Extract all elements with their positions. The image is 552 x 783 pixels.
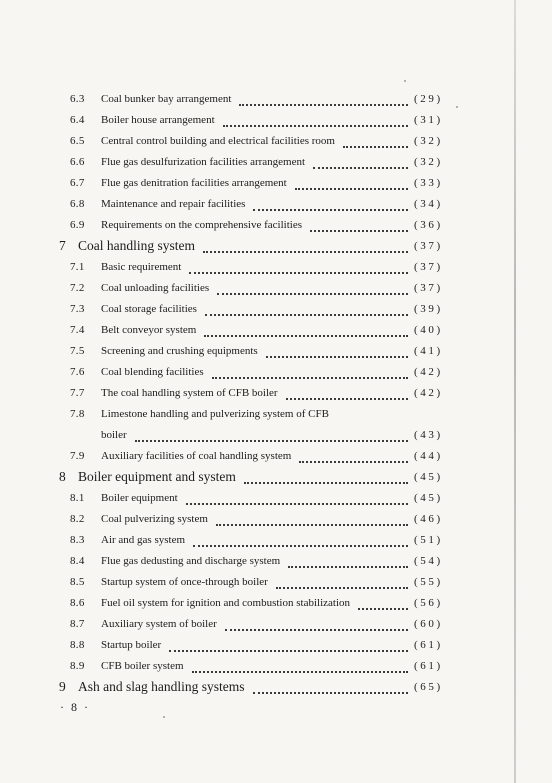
toc-entry-number: 8.8 [70, 639, 85, 651]
toc-entry-number: 7.9 [70, 450, 85, 462]
dot-leader [212, 367, 408, 379]
toc-section-entry[interactable] [0, 552, 552, 570]
toc-section-entry[interactable] [0, 489, 552, 507]
toc-section-entry[interactable] [0, 321, 552, 339]
dot-leader [253, 682, 408, 694]
dot-leader [169, 640, 408, 652]
toc-section-entry[interactable] [0, 531, 552, 549]
toc-entry-page: (51) [414, 534, 443, 546]
toc-entry-number: 6.9 [70, 219, 85, 231]
toc-entry-title: Startup boiler [101, 639, 162, 651]
toc-entry-title: Requirements on the comprehensive facilities [101, 219, 302, 231]
toc-entry-page: (55) [414, 576, 443, 588]
toc-entry-page: (43) [414, 429, 443, 441]
toc-section-entry[interactable] [0, 384, 552, 402]
toc-section-entry[interactable] [0, 657, 552, 675]
toc-entry-page: (42) [414, 387, 443, 399]
dot-leader [225, 619, 408, 631]
toc-entry-number: 7.6 [70, 366, 85, 378]
dot-leader [239, 94, 408, 106]
toc-entry-title: Coal blending facilities [101, 366, 204, 378]
toc-entry-title: CFB boiler system [101, 660, 184, 672]
toc-entry-number: 6.3 [70, 93, 85, 105]
toc-entry-number: 8.5 [70, 576, 85, 588]
toc-entry-number: 8.4 [70, 555, 85, 567]
toc-entry-page: (37) [414, 261, 443, 273]
toc-entry-page: (45) [414, 471, 443, 483]
dot-leader [204, 325, 408, 337]
toc-entry-title: boiler [101, 429, 127, 441]
toc-chapter-entry[interactable] [0, 468, 552, 486]
toc-entry-number: 9 [59, 679, 67, 694]
toc-entry-title: Flue gas denitration facilities arrangement [101, 177, 287, 189]
toc-section-entry[interactable] [0, 363, 552, 381]
toc-entry-page: (65) [414, 681, 443, 693]
toc-section-entry[interactable] [0, 90, 552, 108]
dot-leader [135, 430, 408, 442]
toc-entry-page: (32) [414, 156, 443, 168]
toc-entry-number: 7 [59, 238, 67, 253]
toc-entry-number: 7.3 [70, 303, 85, 315]
toc-entry-number: 8 [59, 469, 67, 484]
dot-leader [223, 115, 408, 127]
toc-section-entry[interactable] [0, 447, 552, 465]
toc-entry-number: 7.1 [70, 261, 85, 273]
toc-entry-title: Startup system of once-through boiler [101, 576, 268, 588]
toc-entry-title: Auxiliary system of boiler [101, 618, 217, 630]
toc-entry-title: Coal storage facilities [101, 303, 197, 315]
dot-leader [286, 388, 408, 400]
dot-leader [358, 598, 408, 610]
toc-entry-title: Maintenance and repair facilities [101, 198, 246, 210]
toc-section-entry[interactable] [0, 405, 552, 423]
toc-entry-number: 8.7 [70, 618, 85, 630]
toc-chapter-entry[interactable] [0, 237, 552, 255]
toc-entry-number: 8.9 [70, 660, 85, 672]
dot-leader [266, 346, 408, 358]
toc-entry-page: (45) [414, 492, 443, 504]
toc-entry-number: 7.5 [70, 345, 85, 357]
toc-entry-number: 7.4 [70, 324, 85, 336]
toc-entry-page: (60) [414, 618, 443, 630]
dot-leader [186, 493, 408, 505]
dot-leader [193, 535, 408, 547]
toc-entry-page: (42) [414, 366, 443, 378]
toc-entry-title: Central control building and electrical facilities room [101, 135, 335, 147]
toc-entry-page: (56) [414, 597, 443, 609]
toc-section-entry[interactable] [0, 573, 552, 591]
toc-entry-page: (39) [414, 303, 443, 315]
toc-section-entry[interactable] [0, 258, 552, 276]
toc-entry-number: 8.2 [70, 513, 85, 525]
toc-entry-page: (33) [414, 177, 443, 189]
toc-entry-page: (29) [414, 93, 443, 105]
toc-entry-title: Flue gas dedusting and discharge system [101, 555, 281, 567]
toc-entry-title: Basic requirement [101, 261, 182, 273]
toc-entry-page: (37) [414, 282, 443, 294]
toc-entry-page: (40) [414, 324, 443, 336]
toc-entry-number: 7.7 [70, 387, 85, 399]
toc-entry-title: Coal unloading facilities [101, 282, 210, 294]
toc-entry-number: 6.4 [70, 114, 85, 126]
toc-section-entry[interactable] [0, 153, 552, 171]
dot-leader [189, 262, 408, 274]
toc-section-entry[interactable] [0, 195, 552, 213]
toc-entry-page: (31) [414, 114, 443, 126]
dot-leader [217, 283, 408, 295]
toc-entry-number: 6.5 [70, 135, 85, 147]
toc-entry-page: (54) [414, 555, 443, 567]
toc-entry-page: (41) [414, 345, 443, 357]
dot-leader [310, 220, 408, 232]
dot-leader [276, 577, 408, 589]
dot-leader [244, 472, 408, 484]
dot-leader [216, 514, 408, 526]
toc-section-entry[interactable] [0, 279, 552, 297]
toc-entry-title: Air and gas system [101, 534, 186, 546]
toc-entry-page: (37) [414, 240, 443, 252]
toc-section-entry[interactable] [0, 510, 552, 528]
toc-entry-title: The coal handling system of CFB boiler [101, 387, 278, 399]
dot-leader [192, 661, 408, 673]
toc-entry-title: Ash and slag handling systems [78, 679, 245, 694]
toc-entry-title: Fuel oil system for ignition and combustion stabilization [101, 597, 351, 609]
toc-section-entry[interactable] [0, 111, 552, 129]
toc-entry-number: 6.6 [70, 156, 85, 168]
toc-entry-title: Limestone handling and pulverizing system of CFB [101, 408, 329, 420]
toc-entry-page: (46) [414, 513, 443, 525]
toc-entry-title: Auxiliary facilities of coal handling system [101, 450, 292, 462]
dot-leader [343, 136, 408, 148]
dot-leader [205, 304, 408, 316]
toc-entry-title: Coal pulverizing system [101, 513, 208, 525]
toc-entry-page: (61) [414, 639, 443, 651]
toc-entry-number: 6.8 [70, 198, 85, 210]
toc-entry-title: Coal handling system [78, 238, 195, 253]
dot-leader [253, 199, 408, 211]
toc-entry-page: (32) [414, 135, 443, 147]
toc-entry-page: (61) [414, 660, 443, 672]
dot-leader [295, 178, 408, 190]
page-folio: · 8 · [60, 700, 90, 714]
toc-section-entry[interactable] [0, 342, 552, 360]
toc-entry-number: 7.2 [70, 282, 85, 294]
dot-leader [313, 157, 408, 169]
toc-section-entry[interactable] [0, 594, 552, 612]
dot-leader [299, 451, 408, 463]
toc-section-entry[interactable] [0, 174, 552, 192]
dot-leader [203, 241, 408, 253]
toc-entry-title: Boiler house arrangement [101, 114, 215, 126]
toc-entry-title: Coal bunker bay arrangement [101, 93, 232, 105]
toc-entry-page: (44) [414, 450, 443, 462]
toc-section-entry[interactable] [0, 132, 552, 150]
toc-chapter-entry[interactable] [0, 678, 552, 696]
toc-entry-title: Boiler equipment and system [78, 469, 236, 484]
toc-entry-page: (34) [414, 198, 443, 210]
toc-entry-title: Belt conveyor system [101, 324, 197, 336]
dot-leader [288, 556, 408, 568]
toc-entry-page: (36) [414, 219, 443, 231]
toc-entry-number: 8.1 [70, 492, 85, 504]
toc-entry-title: Boiler equipment [101, 492, 178, 504]
toc-entry-number: 6.7 [70, 177, 85, 189]
toc-entry-title: Flue gas desulfurization facilities arrangement [101, 156, 306, 168]
toc-entry-title: Screening and crushing equipments [101, 345, 258, 357]
toc-section-entry[interactable] [0, 426, 552, 444]
toc-section-entry[interactable] [0, 615, 552, 633]
toc-entry-number: 7.8 [70, 408, 85, 420]
toc-entry-number: 8.3 [70, 534, 85, 546]
toc-entry-number: 8.6 [70, 597, 85, 609]
toc-section-entry[interactable] [0, 216, 552, 234]
toc-section-entry[interactable] [0, 300, 552, 318]
toc-section-entry[interactable] [0, 636, 552, 654]
